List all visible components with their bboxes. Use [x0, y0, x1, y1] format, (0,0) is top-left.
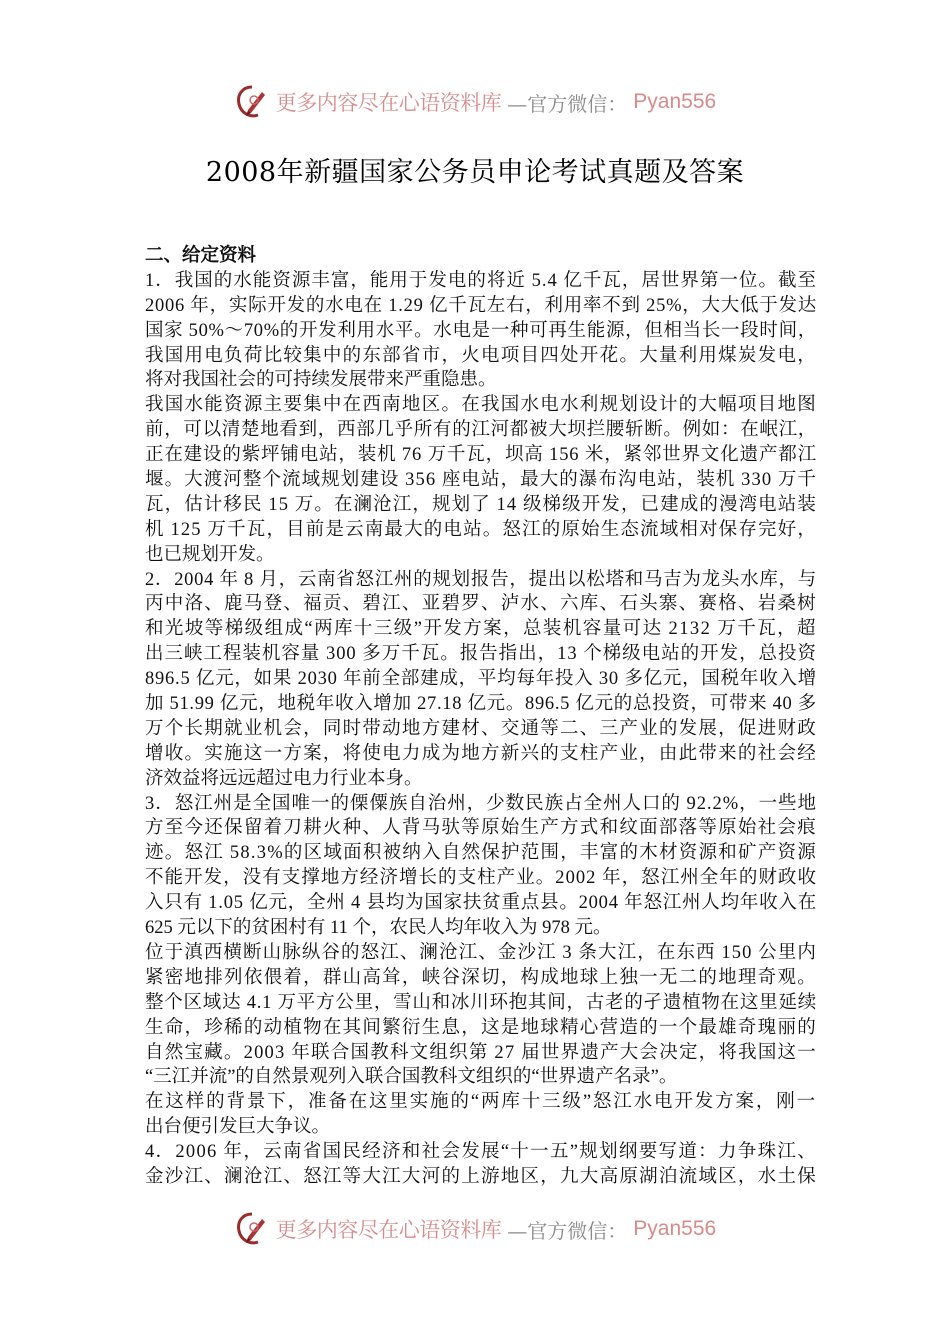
text-line-content: 紧密地排列依偎着，群山高耸，峡谷深切，构成地球上独一无二的地理奇观。	[145, 967, 817, 988]
watermark-wechat-id: Pyan556	[633, 1217, 717, 1240]
text-line	[145, 493, 817, 518]
text-line	[145, 966, 817, 991]
text-line	[145, 642, 817, 667]
watermark-wechat-label: —官方微信：	[507, 91, 628, 116]
text-line-content: 堰。大渡河整个流域规划建设 356 座电站，最大的瀑布沟电站，装机 330 万千	[145, 470, 818, 491]
text-line-content: 和光坡等梯级组成“两库十三级”开发方案，总装机容量可达 2132 万千瓦，超	[145, 619, 817, 640]
text-line	[145, 916, 817, 941]
text-line	[145, 1165, 817, 1190]
text-line-content: 出三峡工程装机容量 300 多万千瓦。报告指出，13 个梯级电站的开发，总投资	[145, 644, 818, 665]
text-line	[145, 792, 817, 817]
text-line	[145, 344, 817, 369]
text-line	[145, 1016, 817, 1041]
watermark-text: 更多内容尽在心语资料库	[275, 1218, 502, 1242]
text-line	[145, 717, 817, 742]
text-line-content: “三江并流”的自然景观列入联合国教科文组织的“世界遗产名录”。	[145, 1067, 678, 1088]
document-body	[145, 244, 817, 1190]
watermark-header	[0, 84, 950, 120]
text-line	[145, 692, 817, 717]
text-line-content: 位于滇西横断山脉纵谷的怒江、澜沧江、金沙江 3 条大江，在东西 150 公里内	[145, 942, 817, 963]
text-line	[145, 1115, 817, 1140]
text-line-content: 国家 50%～70%的开发利用水平。水电是一种可再生能源，但相当长一段时间，	[145, 320, 817, 341]
paragraph	[145, 792, 817, 941]
text-line-content: 625 元以下的贫困村有 11 个，农民人均年收入为 978 元。	[145, 918, 612, 939]
text-line-content: 入只有 1.05 亿元，全州 4 县均为国家扶贫重点县。2004 年怒江州人均年收入在	[145, 893, 818, 914]
text-line-content: 正在建设的紫坪铺电站，装机 76 万千瓦，坝高 156 米，紧邻世界文化遗产都江	[145, 445, 817, 466]
text-line	[145, 941, 817, 966]
text-line-content: 不能开发，没有支撑地方经济增长的支柱产业。2002 年，怒江州全年的财政收	[145, 868, 817, 889]
text-line-content: 增收。实施这一方案，将使电力成为地方新兴的支柱产业，由此带来的社会经	[145, 743, 817, 764]
watermark-wechat-label: —官方微信：	[507, 1218, 628, 1243]
text-line-content: 金沙江、澜沧江、怒江等大江大河的上游地区，九大高原湖泊流域区，水土保	[145, 1166, 817, 1187]
text-line	[145, 742, 817, 767]
text-line	[145, 418, 817, 443]
text-line-content: 方至今还保留着刀耕火种、人背马驮等原始生产方式和纹面部落等原始社会痕	[145, 818, 817, 839]
text-line-content: 出台便引发巨大争议。	[145, 1117, 331, 1138]
watermark-footer	[0, 1211, 950, 1247]
paragraph	[145, 393, 817, 567]
watermark-wechat-id: Pyan556	[633, 90, 717, 113]
text-line	[145, 767, 817, 792]
text-line	[145, 891, 817, 916]
text-line	[145, 1065, 817, 1090]
text-line	[145, 1041, 817, 1066]
text-line-content: 在这样的背景下，准备在这里实施的“两库十三级”怒江水电开发方案，刚一	[145, 1092, 817, 1113]
text-line-content: 生命，珍稀的动植物在其间繁衍生息，这是地球精心营造的一个最雄奇瑰丽的	[145, 1017, 817, 1038]
text-line-content: 前，可以清楚地看到，西部几乎所有的江河都被大坝拦腰斩断。例如：在岷江，	[145, 420, 818, 441]
text-line-content: 万个长期就业机会，同时带动地方建材、交通等二、三产业的发展，促进财政	[145, 718, 817, 739]
text-line	[145, 568, 817, 593]
text-line-content: 将对我国社会的可持续发展带来严重隐患。	[145, 370, 497, 391]
text-line	[145, 269, 817, 294]
text-line-content: 迹。怒江 58.3%的区域面积被纳入自然保护范围，丰富的木材资源和矿产资源	[145, 843, 817, 864]
text-line-content: 896.5 亿元，如果 2030 年前全部建成，平均每年投入 30 多亿元，国税年收入增	[145, 669, 818, 690]
text-line	[145, 518, 817, 543]
text-line-content: 我国水能资源主要集中在西南地区。在我国水电水利规划设计的大幅项目地图	[145, 395, 817, 416]
text-line	[145, 468, 817, 493]
paragraph	[145, 941, 817, 1090]
text-line	[145, 393, 817, 418]
paragraph	[145, 1140, 817, 1190]
quill-pen-logo-icon	[234, 84, 270, 120]
text-line	[145, 1090, 817, 1115]
text-line	[145, 443, 817, 468]
text-line-content: 2006 年，实际开发的水电在 1.29 亿千瓦左右，利用率不到 25%，大大低于发达	[145, 295, 817, 316]
text-line	[145, 667, 817, 692]
text-line	[145, 991, 817, 1016]
text-line-content: 整个区域达 4.1 万平方公里，雪山和冰川环抱其间，古老的孑遗植物在这里延续	[145, 992, 817, 1013]
section-heading: 二、给定资料	[145, 246, 257, 266]
text-line	[145, 816, 817, 841]
text-line-content: 也已规划开发。	[145, 544, 275, 565]
text-line-content: 自然宝藏。2003 年联合国教科文组织第 27 届世界遗产大会决定，将我国这一	[145, 1042, 817, 1063]
text-line-content: 4．2006 年，云南省国民经济和社会发展“十一五”规划纲要写道：力争珠江、	[145, 1142, 818, 1163]
quill-pen-logo-icon	[234, 1211, 270, 1247]
text-line	[145, 368, 817, 393]
text-line-content: 机 125 万千瓦，目前是云南最大的电站。怒江的原始生态流域相对保存完好，	[145, 519, 817, 540]
text-line	[145, 841, 817, 866]
text-line-content: 3．怒江州是全国唯一的傈僳族自治州，少数民族占全州人口的 92.2%，一些地	[145, 793, 817, 814]
text-line-content: 丙中洛、鹿马登、福贡、碧江、亚碧罗、泸水、六库、石头寨、赛格、岩桑树	[145, 594, 817, 615]
text-line-content: 加 51.99 亿元，地税年收入增加 27.18 亿元。896.5 亿元的总投资，可带来 40 多	[145, 694, 817, 715]
paragraph	[145, 568, 817, 792]
text-line-content: 济效益将远远超过电力行业本身。	[145, 768, 423, 789]
watermark-text: 更多内容尽在心语资料库	[275, 91, 502, 115]
text-line-content: 我国用电负荷比较集中的东部省市，火电项目四处开花。大量利用煤炭发电，	[145, 345, 817, 366]
text-line	[145, 294, 817, 319]
text-line-content: 2．2004 年 8 月，云南省怒江州的规划报告，提出以松塔和马吉为龙头水库，与	[145, 569, 817, 590]
text-line	[145, 592, 817, 617]
paragraph	[145, 1090, 817, 1140]
text-line	[145, 543, 817, 568]
text-line	[145, 866, 817, 891]
text-line	[145, 319, 817, 344]
text-line	[145, 1140, 817, 1165]
document-title: 2008年新疆国家公务员申论考试真题及答案	[205, 157, 745, 188]
text-line-content: 瓦，估计移民 15 万。在澜沧江，规划了 14 级梯级开发，已建成的漫湾电站装	[145, 494, 817, 515]
text-line	[145, 617, 817, 642]
paragraph	[145, 269, 817, 393]
text-line-content: 1．我国的水能资源丰富，能用于发电的将近 5.4 亿千瓦，居世界第一位。截至	[145, 270, 817, 291]
